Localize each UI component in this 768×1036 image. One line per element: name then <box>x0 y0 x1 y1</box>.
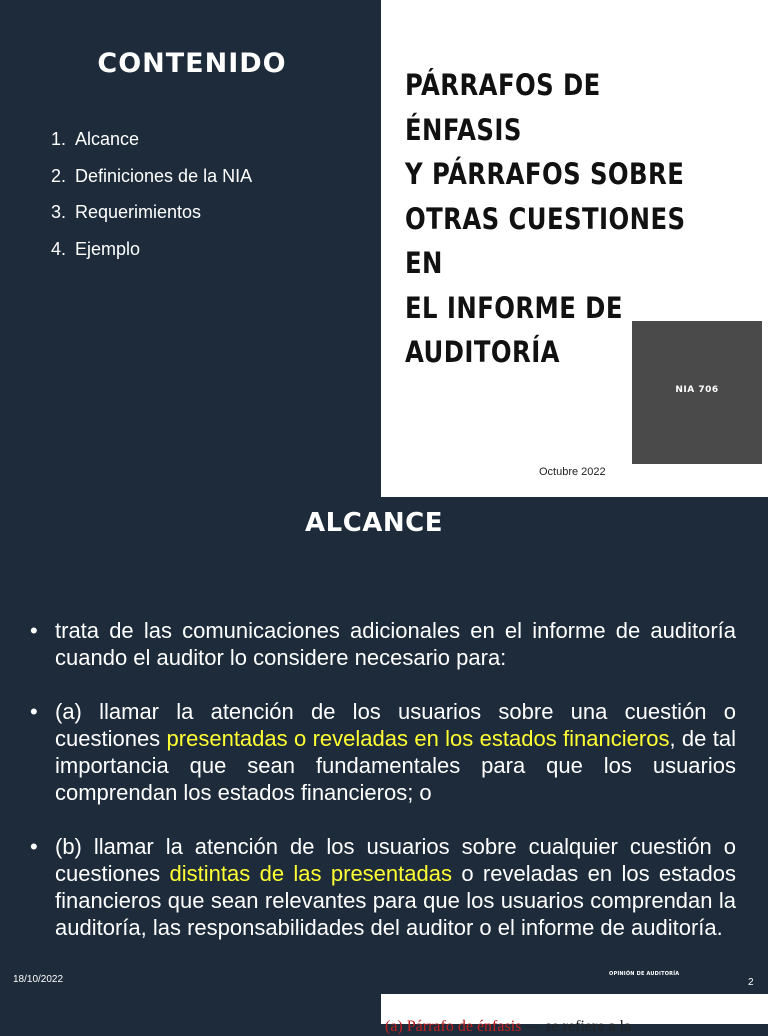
toc-title: CONTENIDO <box>97 48 287 79</box>
highlighted-text: presentadas o reveladas en los estados financieros <box>166 726 670 751</box>
toc-list <box>51 126 252 272</box>
page-number: 2 <box>748 977 754 988</box>
title-panel <box>381 0 768 497</box>
slide-2 <box>0 497 768 994</box>
toc-item[interactable]: 2. Definiciones de la NIA <box>51 165 253 186</box>
nia-badge-label: NIA 706 <box>675 384 719 395</box>
section-title: ALCANCE <box>305 508 443 538</box>
bullet-item: • trata de las comunicaciones adicionales en el informe de auditoría cuando el auditor lo considere necesario para: <box>28 617 736 671</box>
slide-3-partial <box>381 994 768 1035</box>
footer-title: OPINIÓN DE AUDITORÍA <box>609 971 680 977</box>
nia-badge <box>632 321 762 464</box>
slide-3-text: (a) Párrafo de énfasis — se refiere a la <box>385 1018 632 1035</box>
bullet-item: • (a) llamar la atención de los usuarios sobre una cuestión o cuestiones presentadas o reveladas en los estados financieros, de tal importancia que sean fundamentales para que los usuarios comprendan los estados financieros; o <box>28 698 736 806</box>
footer-date: 18/10/2022 <box>13 974 64 985</box>
bullet-list <box>28 617 736 968</box>
toc-item[interactable]: 3. Requerimientos <box>51 202 202 222</box>
slide-1 <box>0 0 768 497</box>
slide-date: Octubre 2022 <box>539 466 606 478</box>
main-title: PÁRRAFOS DE ÉNFASIS Y PÁRRAFOS SOBRE OTRAS CUESTIONES EN EL INFORME DE AUDITORÍA <box>405 68 686 369</box>
highlighted-text: distintas de las presentadas <box>169 861 452 886</box>
bullet-item: • (b) llamar la atención de los usuarios sobre cualquier cuestión o cuestiones distintas de las presentadas o reveladas en los estados financieros que sean relevantes para que los usuarios comprendan la auditoría, las responsabilidades del auditor o el informe de auditoría. <box>28 833 736 941</box>
toc-item[interactable]: 4. Ejemplo <box>51 238 141 259</box>
toc-item[interactable]: 1. Alcance <box>51 129 140 149</box>
